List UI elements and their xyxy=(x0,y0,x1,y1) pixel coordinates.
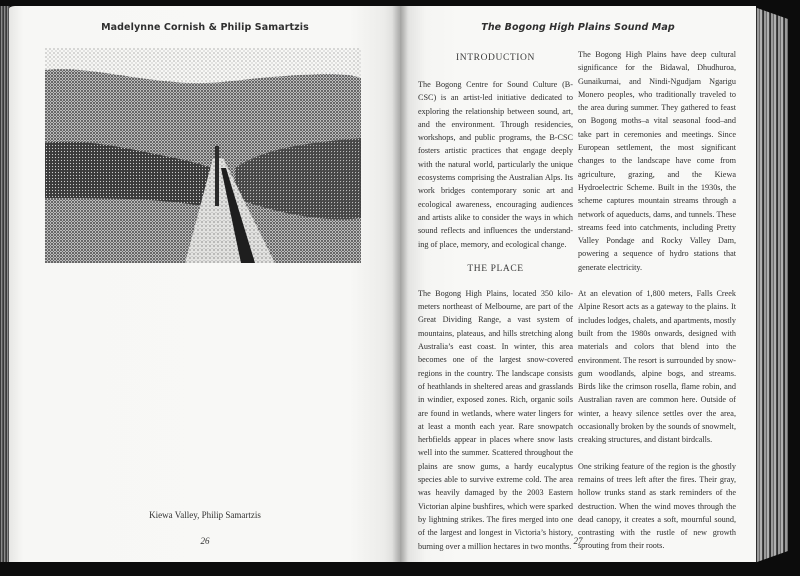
left-page xyxy=(9,6,401,562)
running-head-authors: Madelynne Cornish & Philip Samartzis xyxy=(101,22,309,33)
paragraph-introduction: The Bogong Centre for Sound Culture (B-CSC) is an artist-led initiative dedicated to exploring the relationship between sound, art, and the environment. Through residencies, workshops, and public programs, the B-CSC fosters artistic practices that engage deeply with the natural world, particularly the unique ecosystems comprising the Australian Alps. Its work bridges contemporary sonic art and ecological awareness, encouraging audiences and artists alike to consider the ways in which sound reflects and influences the understanding of place, memory, and ecological change. xyxy=(418,80,573,249)
right-page xyxy=(400,6,756,562)
section-title-introduction: INTRODUCTION xyxy=(456,53,535,63)
paragraph-ghost-trees: One striking feature of the region is the ghostly remains of trees left after the fires. Their gray, hollow trunks stand as stark reminders of the destruction. When the wind moves through the dead canopy, it creates a soft, mournful sound, contrasting with the rustle of new growth sprouting from their roots. xyxy=(578,461,736,551)
running-head-title: The Bogong High Plains Sound Map xyxy=(481,22,675,33)
text-column-2 xyxy=(578,48,736,553)
page-stack-edge xyxy=(756,2,788,568)
section-title-the-place: THE PLACE xyxy=(467,263,524,274)
aqueduct-line xyxy=(215,146,219,206)
text-column-1 xyxy=(418,48,573,553)
paragraph-cultural-significance: The Bogong High Plains have deep cultural significance for the Bidawal, Dhudhuroa, Gunaikurnai, and Nindi-Ngudjam Ngarigu Monero peoples, who traditionally traveled to the area during summer. They gathered to feast on Bogong moths–a vital seasonal food–and take part in ceremonies and meetings. Since European settlement, the most significant changes to the landscape have come from agriculture, grazing, and the Kiewa Hydroelectric Scheme. Built in the 1930s, the scheme captures mountain streams through a network of aqueducts, dams, and tunnels. These streams feed into catchments, including Pretty Valley Pondage and Rocky Valley Dam, powering a sequence of hydro stations that generate electricity. xyxy=(578,50,736,272)
figure-kiewa-valley xyxy=(45,48,361,263)
page-number-left: 26 xyxy=(200,536,210,546)
paragraph-falls-creek: At an elevation of 1,800 meters, Falls Creek Alpine Resort acts as a gateway to the plains. It includes lodges, chalets, and apartments, mostly built from the 1980s onwards, designed with materials and colors that blend into the environment. The resort is surrounded by snow-gum woodlands, alpine bogs, and streams. Birds like the crimson rosella, flame robin, and Australian raven are common here. Outside of winter, a heavy silence settles over the area, occasionally broken by the sounds of snowmelt, creaking structures, and distant birdcalls. xyxy=(578,289,736,445)
halftone-landscape-photo-icon xyxy=(45,48,361,263)
figure-caption: Kiewa Valley, Philip Samartzis xyxy=(149,510,261,520)
page-number-right: 27 xyxy=(573,536,583,546)
paragraph-the-place: The Bogong High Plains, located 350 kilometers northeast of Melbourne, are part of the Great Dividing Range, a vast system of mountains, plateaus, and hills stretching along Australia’s east coast. In winter, this area becomes one of the largest snow-covered regions in the country. The landscape consists of heathlands in sheltered areas and grasslands in windier, exposed zones. Rich, organic soils are found in wetlands, where water lingers for at least a month each year. Rare snowpatch herbfields appear in places where snow lasts well into the summer. Scattered throughout the plains are snow gums, a hardy eucalyptus species able to survive extreme cold. The area was heavily damaged by the 2003 Eastern Victorian alpine bushfires, which were sparked by lightning strikes. The fires merged into one of the largest and longest in Victoria’s history, burning over a million hectares in two months. xyxy=(418,288,573,551)
